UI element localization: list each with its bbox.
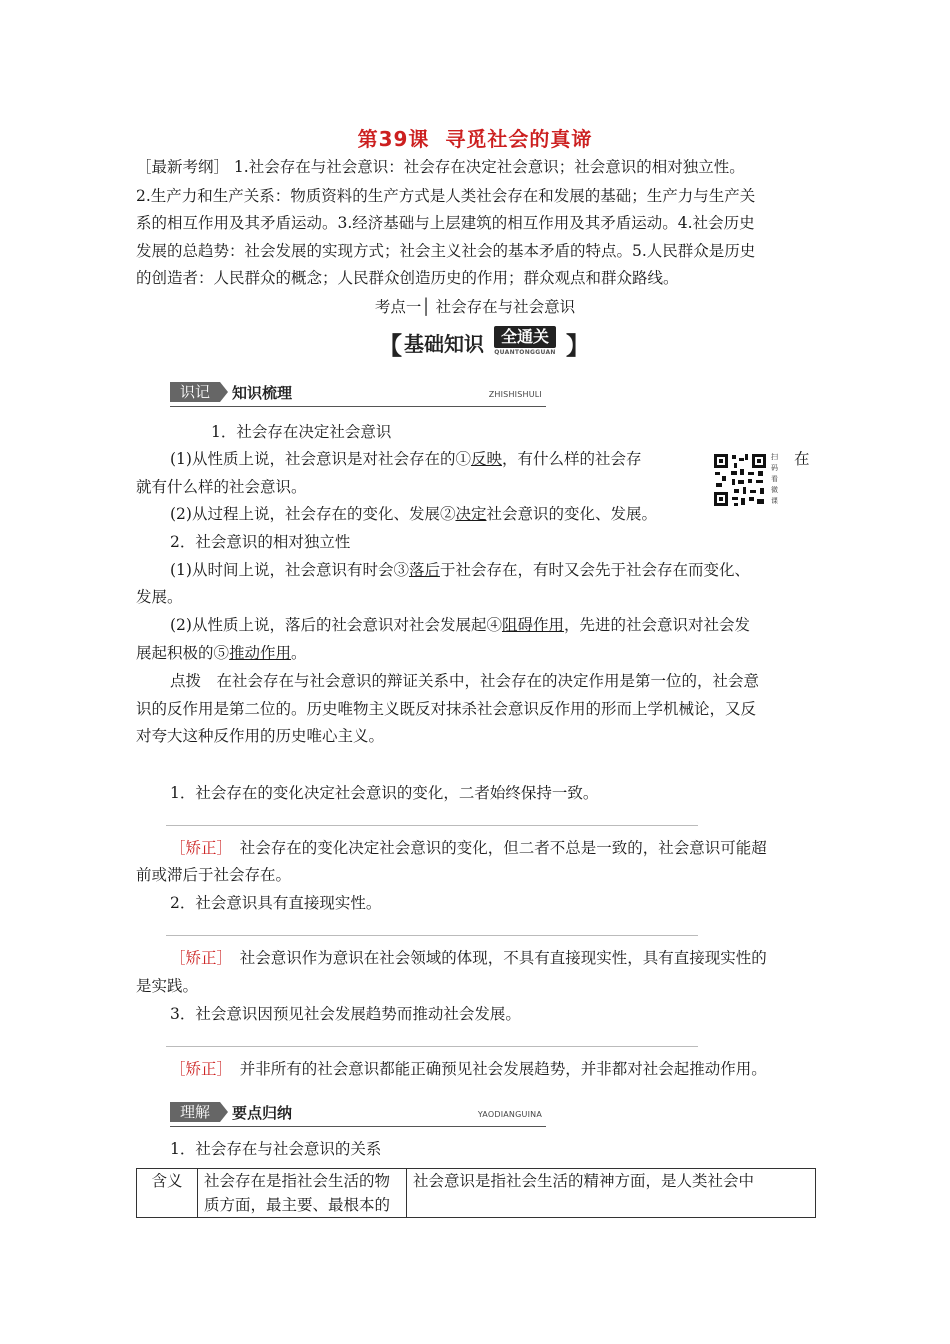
correction: 前或滞后于社会存在。 [136, 866, 292, 884]
tip-paragraph: 对夸大这种反作用的历史唯心主义。 [136, 727, 385, 745]
basic-knowledge-banner: 【 基础知识 全通关 QUANTONGGUAN 】 [378, 327, 590, 360]
section-header-zhishi: 识记 知识梳理 ZHISHISHULI [170, 380, 546, 407]
answer-line [166, 935, 698, 936]
paragraph: 展起积极的⑤推动作用。 [136, 644, 307, 662]
outline-line: 系的相互作用及其矛盾运动。3.经济基础与上层建筑的相互作用及其矛盾运动。4.社会历史 [136, 214, 755, 232]
qr-caption: 扫码看微课 [771, 453, 778, 505]
table-row [137, 1169, 816, 1218]
paragraph: (2)从性质上说，落后的社会意识对社会发展起④阻碍作用，先进的社会意识对社会发 [170, 616, 750, 634]
correction: 是实践。 [136, 977, 199, 995]
outline-line: 2.生产力和生产关系：物质资料的生产方式是人类社会存在和发展的基础；生产力与生产关 [136, 187, 756, 205]
answer-line [166, 825, 698, 826]
tip-paragraph: 点拨 在社会存在与社会意识的辩证关系中，社会存在的决定作用是第一位的，社会意 [170, 672, 760, 690]
paragraph: 在 [794, 450, 810, 468]
correction: ［矫正］ 并非所有的社会意识都能正确预见社会发展趋势，并非都对社会起推动作用。 [170, 1060, 767, 1078]
paragraph: (1)从性质上说，社会意识是对社会存在的①反映，有什么样的社会存 [170, 450, 642, 468]
misconception-statement: 3．社会意识因预见社会发展趋势而推动社会发展。 [170, 1005, 521, 1023]
kaodian-heading: 考点一│ 社会存在与社会意识 [374, 298, 576, 316]
paragraph: 发展。 [136, 588, 183, 606]
point-heading: 2．社会意识的相对独立性 [170, 533, 351, 551]
relation-table [136, 1168, 816, 1218]
misconception-statement: 2．社会意识具有直接现实性。 [170, 894, 382, 912]
paragraph: (2)从过程上说，社会存在的变化、发展②决定社会意识的变化、发展。 [170, 505, 657, 523]
correction: ［矫正］ 社会意识作为意识在社会领域的体现，不具有直接现实性，具有直接现实性的 [170, 949, 767, 967]
misconception-statement: 1．社会存在的变化决定社会意识的变化，二者始终保持一致。 [170, 784, 599, 802]
table-cell: 社会意识是指社会生活的精神方面，是人类社会中 [407, 1169, 816, 1218]
outline-line: ［最新考纲］ 1.社会存在与社会意识：社会存在决定社会意识；社会意识的相对独立性。 [136, 158, 745, 176]
outline-line: 的创造者：人民群众的概念；人民群众创造历史的作用；群众观点和群众路线。 [136, 269, 679, 287]
point-heading: 1．社会存在与社会意识的关系 [170, 1140, 382, 1158]
outline-line: 发展的总趋势：社会发展的实现方式；社会主义社会的基本矛盾的特点。5.人民群众是历史 [136, 242, 756, 260]
table-cell: 含义 [137, 1169, 198, 1218]
paragraph: (1)从时间上说，社会意识有时会③落后于社会存在，有时又会先于社会存在而变化、 [170, 561, 750, 579]
answer-line [166, 1046, 698, 1047]
point-heading: 1．社会存在决定社会意识 [211, 423, 392, 441]
tip-paragraph: 识的反作用是第二位的。历史唯物主义既反对抹杀社会意识反作用的形而上学机械论，又反 [136, 700, 757, 718]
table-cell: 社会存在是指社会生活的物 质方面，最主要、最根本的 [198, 1169, 407, 1218]
section-header-yaodian: 理解 要点归纳 YAODIANGUINA [170, 1100, 546, 1127]
paragraph: 就有什么样的社会意识。 [136, 478, 307, 496]
correction: ［矫正］ 社会存在的变化决定社会意识的变化，但二者不总是一致的，社会意识可能超 [170, 839, 767, 857]
page-title: 第39课 寻觅社会的真谛 [357, 127, 593, 151]
